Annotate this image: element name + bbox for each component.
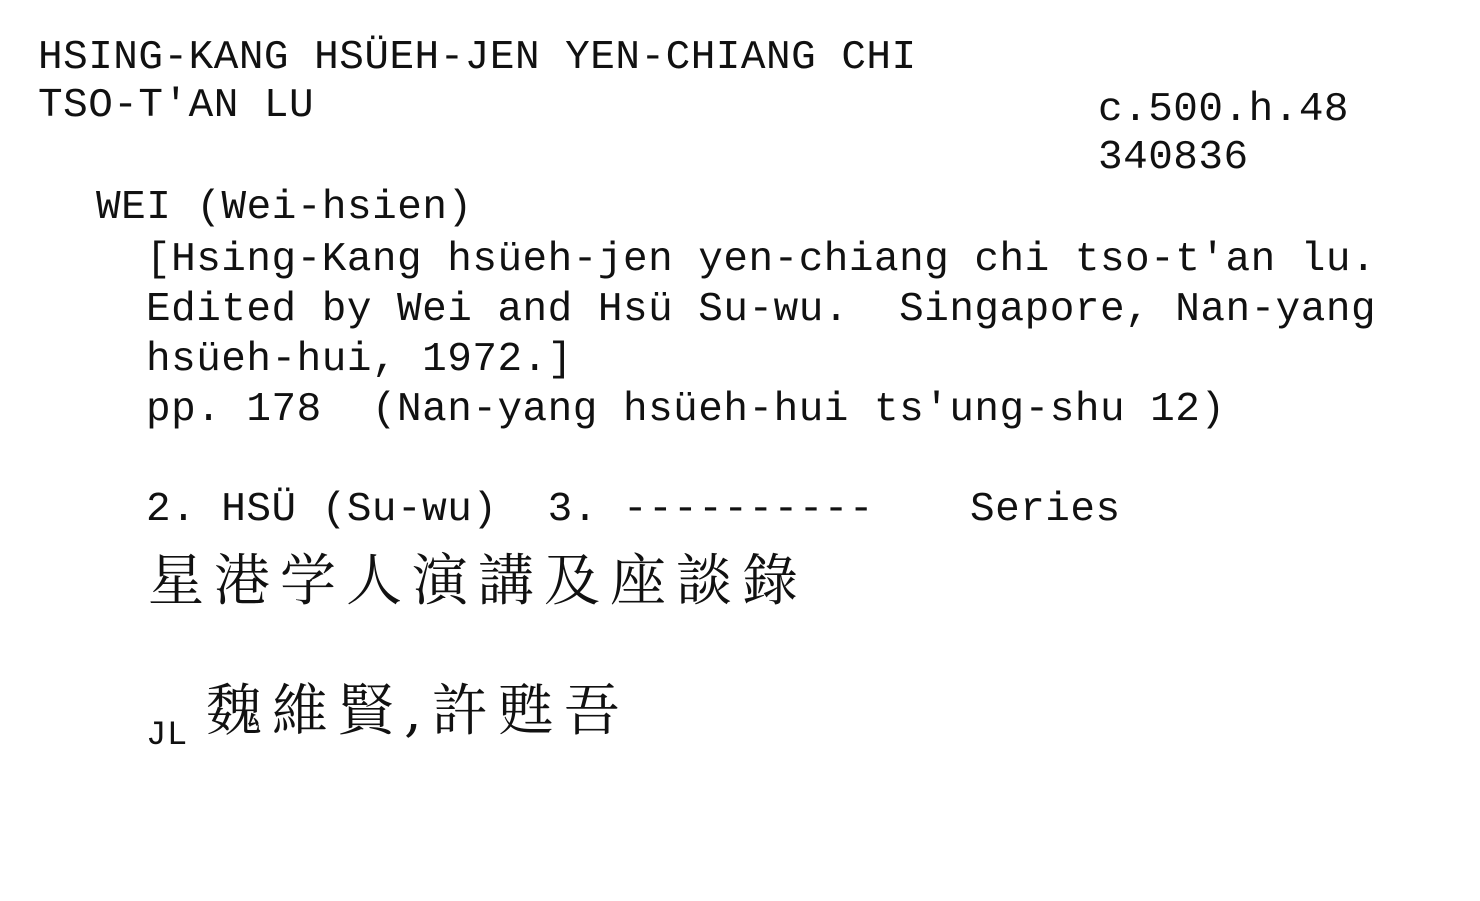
- publisher-line: hsüeh-hui, 1972.]: [146, 337, 573, 383]
- collation-line: pp. 178 (Nan-yang hsüeh-hui ts'ung-shu 12): [146, 387, 1226, 433]
- author-line: WEI (Wei-hsien): [96, 185, 473, 231]
- added-entry-tracing: 2. HSÜ (Su-wu) 3. ----------: [146, 487, 875, 533]
- heading-line-2: TSO-T'AN LU: [38, 83, 315, 129]
- heading-line-1: HSING-KANG HSÜEH-JEN YEN-CHIANG CHI: [38, 35, 917, 81]
- handwritten-chinese-title: 星港学人演講及座談錄: [148, 549, 808, 614]
- call-number: c.500.h.48: [1098, 87, 1350, 133]
- accession-number: 340836: [1098, 135, 1249, 181]
- series-tracing: Series: [970, 487, 1121, 533]
- handwritten-initials: JL: [146, 717, 188, 755]
- edition-line: Edited by Wei and Hsü Su-wu. Singapore, Nan-yang: [146, 287, 1377, 333]
- title-line: [Hsing-Kang hsüeh-jen yen-chiang chi tso-t'an lu.: [146, 237, 1377, 283]
- handwritten-chinese-names: 魏維賢,許甦吾: [206, 679, 630, 744]
